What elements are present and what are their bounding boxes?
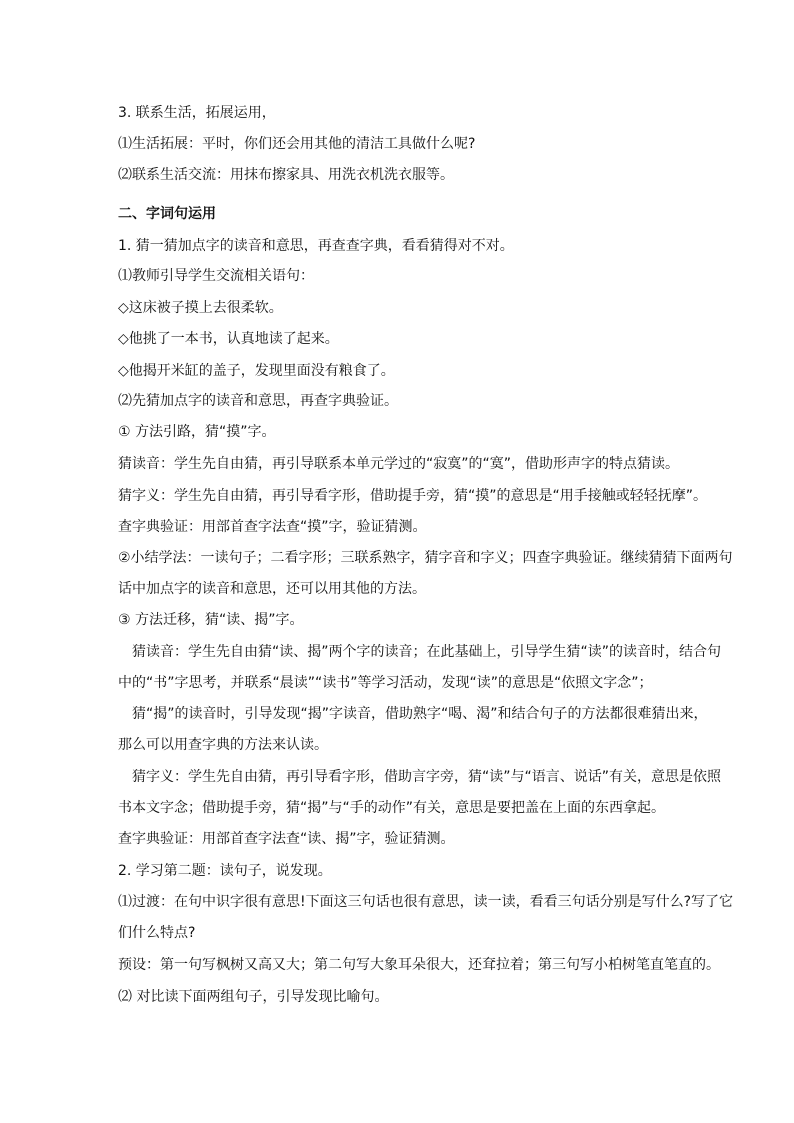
- paragraph: 猜字义：学生先自由猜，再引导看字形，借助提手旁，猜“摸”的意思是“用手接触或轻轻抚摩”。: [118, 488, 708, 504]
- paragraph: 猜读音：学生先自由猜“读、揭”两个字的读音；在此基础上，引导学生猜“读”的读音时，结合句: [132, 644, 722, 660]
- section-heading: 二、字词句运用: [118, 206, 216, 222]
- paragraph: 那么可以用查字典的方法来认读。: [118, 737, 328, 753]
- example-sentence: ◇他挑了一本书，认真地读了起来。: [118, 331, 339, 347]
- paragraph: 话中加点字的读音和意思，还可以用其他的方法。: [118, 581, 426, 597]
- paragraph: 1. 猜一猜加点字的读音和意思，再查查字典，看看猜得对不对。: [118, 238, 514, 254]
- example-sentence: ◇他揭开米缸的盖子，发现里面没有粮食了。: [118, 363, 395, 379]
- paragraph: 查字典验证：用部首查字法查“读、揭”字，验证猜测。: [118, 831, 455, 847]
- paragraph: ②小结学法：一读句子；二看字形；三联系熟字，猜字音和字义；四查字典验证。继续猜猜下面两句: [118, 550, 733, 566]
- paragraph: 猜字义：学生先自由猜，再引导看字形，借助言字旁，猜“读”与“语言、说话”有关，意思是依照: [132, 769, 722, 785]
- paragraph: 猜“揭”的读音时，引导发现“揭”字读音，借助熟字“喝、渴”和结合句子的方法都很难猜出来，: [132, 706, 708, 722]
- paragraph: ⑴生活拓展：平时，你们还会用其他的清洁工具做什么呢?: [118, 136, 476, 152]
- paragraph: 中的“书”字思考，并联系“晨读”“读书”等学习活动，发现“读”的意思是“依照文字念”；: [118, 675, 653, 691]
- paragraph: 猜读音：学生先自由猜，再引导联系本单元学过的“寂寞”的“寞”，借助形声字的特点猜读。: [118, 456, 680, 472]
- paragraph: ① 方法引路，猜“摸”字。: [118, 424, 276, 440]
- paragraph: ⑵联系生活交流：用抹布擦家具、用洗衣机洗衣服等。: [118, 167, 454, 183]
- paragraph: ⑵先猜加点字的读音和意思，再查字典验证。: [118, 393, 398, 409]
- paragraph: 查字典验证：用部首查字法查“摸”字，验证猜测。: [118, 519, 427, 535]
- example-sentence: ◇这床被子摸上去很柔软。: [118, 300, 283, 316]
- paragraph: 预设：第一句写枫树又高又大；第二句写大象耳朵很大，还耷拉着；第三句写小柏树笔直笔直的。: [118, 957, 720, 973]
- paragraph: ⑴教师引导学生交流相关语句：: [118, 268, 314, 284]
- paragraph: 2. 学习第二题：读句子，说发现。: [118, 863, 332, 879]
- paragraph: 们什么特点?: [118, 925, 196, 941]
- paragraph: ⑴过渡：在句中识字很有意思!下面这三句话也很有意思，读一读，看看三句话分别是写什么?写了它: [118, 894, 734, 910]
- section-3-title: 3. 联系生活，拓展运用，: [118, 105, 276, 121]
- paragraph: ③ 方法迁移，猜“读、揭”字。: [118, 612, 304, 628]
- paragraph: ⑵ 对比读下面两组句子，引导发现比喻句。: [118, 989, 389, 1005]
- paragraph: 书本文字念；借助提手旁，猜“揭”与“手的动作”有关，意思是要把盖在上面的东西拿起。: [118, 800, 666, 816]
